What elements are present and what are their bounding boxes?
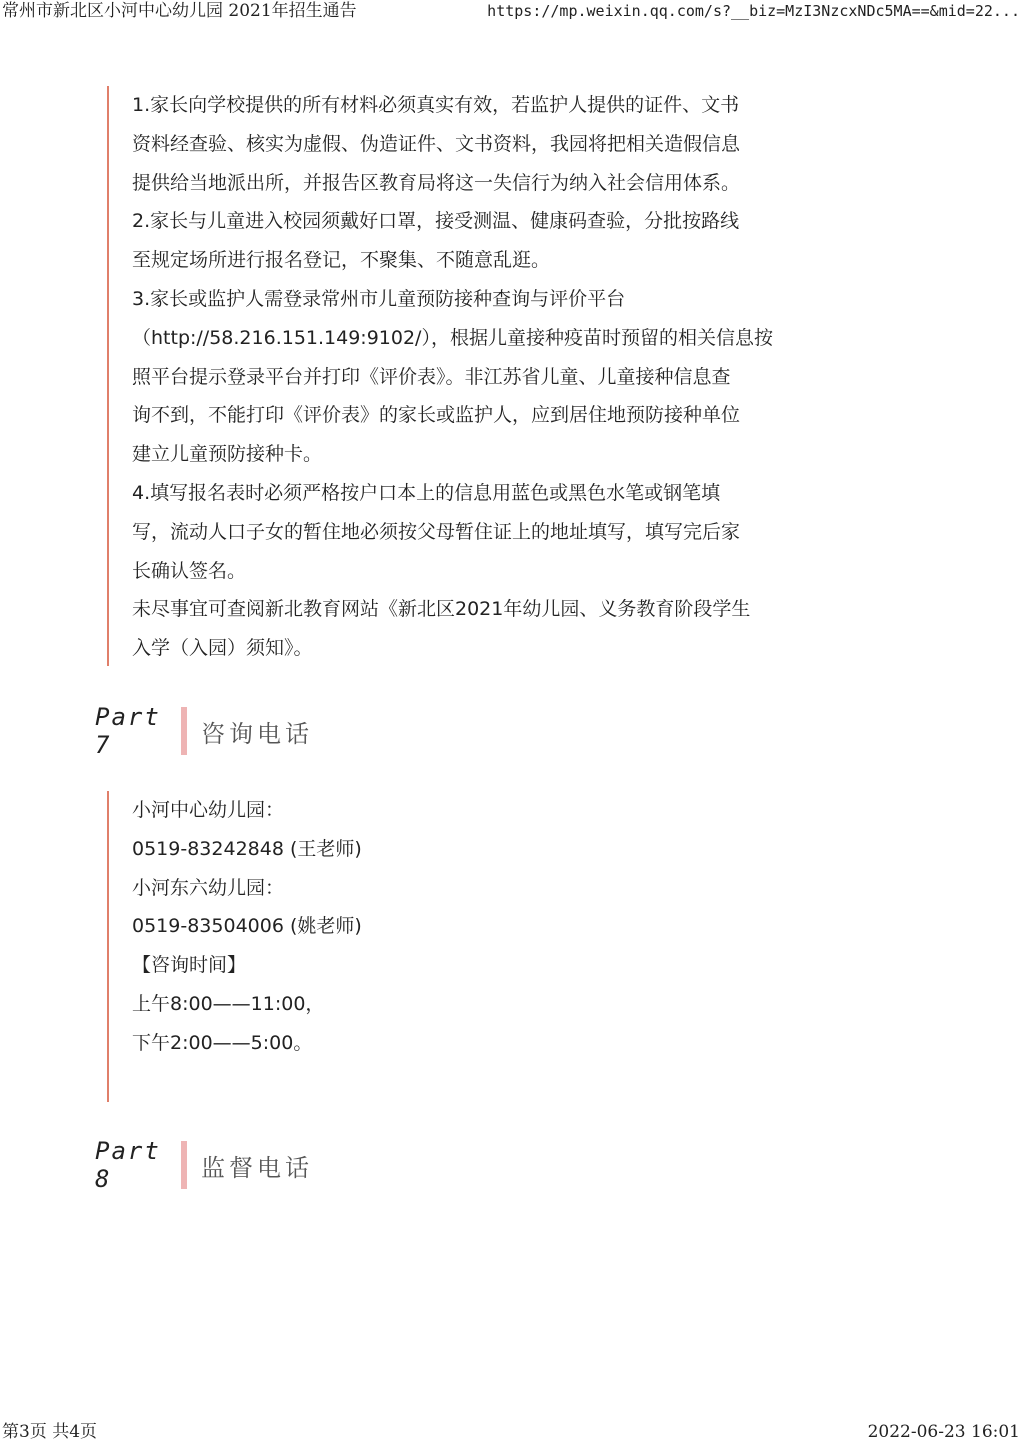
notice-line: 写，流动人口子女的暂住地必须按父母暂住证上的地址填写，填写完后家 <box>132 520 741 543</box>
notice-line: 未尽事宜可查阅新北教育网站《新北区2021年幼儿园、义务教育阶段学生 <box>132 598 751 621</box>
part7-accent-bar <box>181 707 187 755</box>
part7-title: 咨询电话 <box>201 719 313 748</box>
notice-line: 资料经查验、核实为虚假、伪造证件、文书资料，我园将把相关造假信息 <box>132 132 741 155</box>
print-footer <box>0 1420 1024 1446</box>
notice-line: 3.家长或监护人需登录常州市儿童预防接种查询与评价平台 <box>132 287 626 310</box>
notice-line: （http://58.216.151.149:9102/），根据儿童接种疫苗时预留的相关信息按 <box>132 326 773 349</box>
part8-label: Part 8 <box>95 1137 161 1193</box>
notice-line: 入学（入园）须知》。 <box>132 637 313 660</box>
notice-line: 2.家长与儿童进入校园须戴好口罩，接受测温、健康码查验，分批按路线 <box>132 210 740 233</box>
contact-line: 小河中心幼儿园： <box>132 799 285 821</box>
notice-line: 照平台提示登录平台并打印《评价表》。非江苏省儿童、儿童接种信息查 <box>132 365 731 388</box>
part8-accent-bar <box>181 1141 187 1189</box>
print-header <box>0 0 1024 24</box>
page-count: 第3页 共4页 <box>2 1422 98 1442</box>
contact-section <box>107 791 812 1102</box>
contact-line: 0519-83242848 (王老师) <box>132 837 362 860</box>
notice-section <box>107 86 812 666</box>
part7-heading <box>95 703 313 759</box>
part7-label: Part 7 <box>95 703 161 759</box>
print-datetime: 2022-06-23 16:01 <box>867 1422 1020 1442</box>
part8-title: 监督电话 <box>201 1153 313 1182</box>
print-header-url: https://mp.weixin.qq.com/s?__biz=MzI3NzcxNDc5MA==&mid=22... <box>487 2 1020 20</box>
contact-line: 0519-83504006 (姚老师) <box>132 915 362 938</box>
part8-heading <box>95 1137 313 1193</box>
notice-line: 4.填写报名表时必须严格按户口本上的信息用蓝色或黑色水笔或钢笔填 <box>132 481 721 504</box>
notice-line: 询不到，不能打印《评价表》的家长或监护人，应到居住地预防接种单位 <box>132 404 741 427</box>
notice-line: 建立儿童预防接种卡。 <box>132 443 323 466</box>
contact-line: 小河东六幼儿园： <box>132 876 285 899</box>
notice-line: 长确认签名。 <box>132 559 247 582</box>
notice-line: 提供给当地派出所，并报告区教育局将这一失信行为纳入社会信用体系。 <box>132 171 741 194</box>
contact-line: 上午8:00——11:00， <box>132 992 325 1015</box>
notice-line: 1.家长向学校提供的所有材料必须真实有效，若监护人提供的证件、文书 <box>132 94 740 116</box>
notice-line: 至规定场所进行报名登记，不聚集、不随意乱逛。 <box>132 249 551 272</box>
contact-line: 下午2:00——5:00。 <box>132 1031 313 1054</box>
print-header-title: 常州市新北区小河中心幼儿园 2021年招生通告 <box>2 1 357 21</box>
contact-line: 【咨询时间】 <box>132 954 247 977</box>
